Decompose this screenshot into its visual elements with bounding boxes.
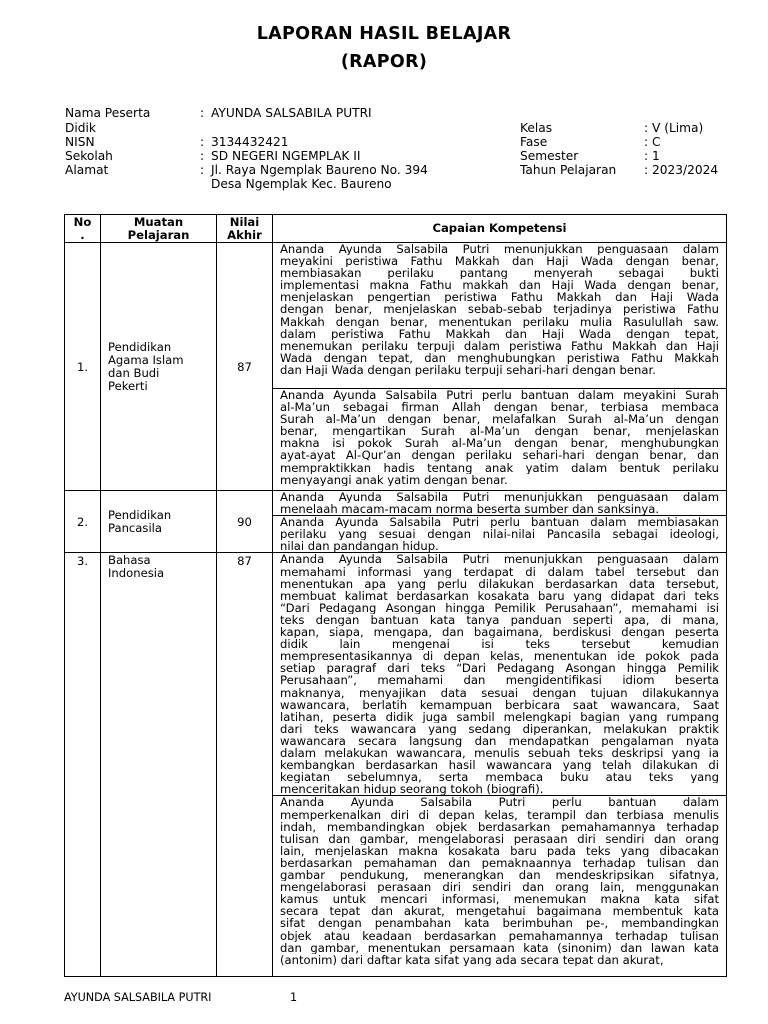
capaian-line: Perusahaan”, memahami dan mengidentifikasi idiom beserta [280, 674, 719, 687]
row-score: 87 [217, 553, 273, 977]
capaian-line: menyayangi anak yatim dengan benar. [280, 473, 508, 486]
label-didik: Didik [65, 121, 96, 135]
value-alamat-line2: Desa Ngemplak Kec. Baureno [211, 177, 392, 191]
label-sekolah: Sekolah [65, 149, 113, 163]
row-subject: Bahasa Indonesia [101, 553, 217, 977]
capaian-line: dan Haji Wada dengan perilaku terpuji sehari-hari dengan benar. [280, 363, 656, 377]
capaian-line: gambar pendukung, menerangkan dan mendeskripsikan sifatnya, [280, 869, 719, 882]
capaian-line: menemukan perilaku terpuji dalam peristiwa Fathu Makkah dan Haji [280, 339, 719, 352]
capaian-line: menelaah macam-macam norma beserta sumber dan sanksinya. [280, 503, 660, 516]
value-kelas: : V (Lima) [644, 121, 704, 135]
capaian-line: Wada dengan tepat, dan menghubungkan peristiwa Fathu Makkah [280, 351, 719, 364]
capaian-line: Ananda Ayunda Salsabila Putri perlu bantuan dalam meyakini Surah [280, 389, 719, 402]
value-sekolah: SD NEGERI NGEMPLAK II [211, 149, 361, 163]
capaian-line: Ananda Ayunda Salsabila Putri perlu bantuan dalam [280, 796, 719, 809]
capaian-line: mengelaborasi perasaan diri sendiri dan orang lain, menggunakan [280, 881, 719, 894]
capaian-line: objek atau keadaan berdasarkan pemahamannya terhadap tulisan [280, 929, 719, 942]
capaian-line: benar, mengartikan Surah al-Ma’un dengan benar, menjelaskan [280, 425, 719, 438]
capaian-line: Makkah dengan benar, menentukan perilaku mulia Rasulullah saw. [280, 315, 719, 328]
label-tahun-pelajaran: Tahun Pelajaran [520, 163, 617, 177]
capaian-line: dalam peristiwa Fathu Makkah dan Haji Wada dengan tepat, [280, 327, 719, 340]
capaian-line: membiasakan perilaku pantang menyerah sebagai bukti [280, 267, 719, 280]
capaian-line: berdasarkan pemahaman dan pemaknaannya terhadap tulisan dan [280, 856, 719, 870]
capaian-line: meyakini peristiwa Fathu Makkah dan Haji Wada dengan benar, [280, 255, 719, 268]
capaian-line: dari teks wawancara yang sedang diperankan, melakukan praktik [280, 722, 719, 735]
capaian-line: memahami informasi yang terdapat di dalam tabel tersebut dan [280, 565, 719, 578]
capaian-line: dan gambar, menentukan persamaan kata (sinonim) dan lawan kata [280, 941, 719, 954]
row-capaian-needs-help [273, 516, 727, 553]
competency-table [64, 214, 727, 977]
row-no: 1. [65, 243, 101, 491]
capaian-line: lain, menjelaskan makna kosakata baru pada teks yang dibacakan [280, 844, 719, 857]
capaian-line: mempresentasikannya di depan kelas, menentukan ide pokok pada [280, 650, 719, 663]
capaian-line: dengan benar, menjelaskan sebab-sebab terjadinya peristiwa Fathu [280, 303, 719, 316]
capaian-line: latihan, peserta didik juga sambil melengkapi bagian yang rumpang [280, 710, 719, 723]
table-row [65, 243, 727, 389]
row-capaian-strength [273, 491, 727, 516]
colon: : [200, 149, 205, 163]
label-nisn: NISN [65, 135, 95, 149]
capaian-line: wawancara secara langsung dan mendapatkan pengalaman nyata [280, 734, 719, 747]
label-nama-peserta: Nama Peserta [65, 106, 151, 120]
capaian-line: Ananda Ayunda Salsabila Putri menunjukkan penguasaan dalam [280, 243, 719, 256]
page-number: 1 [290, 991, 298, 1004]
header-capaian-kompetensi: Capaian Kompetensi [273, 215, 727, 243]
capaian-line: tulisan dan gambar, mengelaborasi perasaan diri sendiri dan orang [280, 832, 719, 845]
capaian-line: Surah al-Ma’un dengan benar, melafalkan Surah al-Ma’un dengan [280, 413, 719, 426]
row-score: 87 [217, 243, 273, 491]
value-tahun-pelajaran: : 2023/2024 [644, 163, 719, 177]
row-capaian-needs-help [273, 389, 727, 491]
table-row [65, 491, 727, 516]
header-muatan-pelajaran: Muatan Pelajaran [101, 215, 217, 243]
capaian-line: “Dari Pedagang Asongan hingga Pemilik Perusahaan”, memahami isi [280, 601, 719, 614]
capaian-line: (antonim) dari daftar kata sifat yang ada secara tepat dan akurat, [280, 953, 664, 966]
capaian-line: membuat kalimat berdasarkan kosakata baru yang didapat dari teks [280, 589, 719, 602]
value-nama-peserta: AYUNDA SALSABILA PUTRI [211, 106, 372, 120]
report-title: LAPORAN HASIL BELAJAR [256, 24, 512, 44]
label-fase: Fase [520, 135, 548, 149]
capaian-line: teks dengan bantuan kata tanya panduan seperti apa, di mana, [280, 613, 719, 627]
label-alamat: Alamat [65, 163, 109, 177]
row-subject: Pendidikan Agama Islam dan Budi Pekerti [101, 243, 217, 491]
row-subject: Pendidikan Pancasila [101, 491, 217, 553]
row-capaian-strength [273, 243, 727, 389]
capaian-line: menjelaskan pengertian peristiwa Fathu Makkah dan Haji Wada [280, 291, 719, 304]
capaian-line: perilaku yang sesuai dengan nilai-nilai Pancasila sebagai ideologi, [280, 528, 719, 541]
identity-left [0, 0, 768, 200]
header-nilai-akhir: Nilai Akhir [217, 215, 273, 243]
capaian-line: ayat-ayat Al-Qur’an dengan perilaku sehari-hari dengan benar, dan [280, 449, 719, 462]
capaian-line: dalam melakukan wawancara, menulis sebuah teks deskripsi yang ia [280, 746, 719, 760]
capaian-line: maknanya, menyajikan data sesuai dengan tujuan dilakukannya [280, 686, 719, 699]
row-capaian-needs-help [273, 796, 727, 977]
capaian-line: Ananda Ayunda Salsabila Putri menunjukkan penguasaan dalam [280, 491, 719, 504]
capaian-line: Ananda Ayunda Salsabila Putri perlu bantuan dalam membiasakan [280, 516, 719, 529]
report-subtitle: (RAPOR) [340, 52, 428, 72]
row-capaian-strength [273, 553, 727, 796]
capaian-line: setiap paragraf dari teks “Dari Pedagang Asongan hingga Pemilik [280, 662, 719, 675]
table-row [65, 553, 727, 796]
colon: : [200, 163, 205, 177]
capaian-line: menentukan apa yang perlu dilakukan berdasarkan data tersebut, [280, 577, 719, 590]
value-fase: : C [644, 135, 661, 149]
colon: : [200, 135, 205, 149]
capaian-line: Ananda Ayunda Salsabila Putri menunjukkan penguasaan dalam [280, 553, 719, 566]
capaian-line: implementasi makna Fathu makkah dan Haji Wada dengan benar, [280, 279, 719, 292]
label-semester: Semester [520, 149, 579, 163]
header-no: No . [65, 215, 101, 243]
footer-student-name: AYUNDA SALSABILA PUTRI [64, 991, 212, 1004]
value-nisn: 3134432421 [211, 135, 289, 149]
value-alamat: Jl. Raya Ngemplak Baureno No. 394 [211, 163, 428, 177]
colon: : [200, 106, 205, 120]
label-kelas: Kelas [520, 121, 553, 135]
capaian-line: makna isi pokok Surah al-Ma’un dengan benar, menghubungkan [280, 437, 719, 450]
row-no: 3. [65, 553, 101, 977]
capaian-line: kembangkan berdasarkan hasil wawancara yang telah dilakukan di [280, 759, 719, 772]
capaian-line: sifat dengan penambahan kata berimbuhan pe-, membandingkan [280, 917, 719, 930]
capaian-line: kapan, siapa, mengapa, dan bagaimana, berdiskusi dengan peserta [280, 626, 719, 639]
row-score: 90 [217, 491, 273, 553]
capaian-line: memperkenalkan diri di depan kelas, terampil dan terbiasa menulis [280, 808, 719, 821]
value-semester: : 1 [644, 149, 660, 163]
capaian-line: mempraktikkan hadis tentang anak yatim dalam bentuk perilaku [280, 461, 719, 474]
capaian-line: nilai dan pandangan hidup. [280, 540, 439, 553]
capaian-line: indah, membandingkan objek berdasarkan pemahamannya terhadap [280, 820, 719, 833]
capaian-line: menceritakan hidup seorang tokoh (biografi). [280, 783, 544, 796]
capaian-line: al-Ma’un sebagai firman Allah dengan benar, terbiasa membaca [280, 401, 719, 414]
capaian-line: kamus untuk mencari informasi, menemukan makna kata sifat [280, 893, 719, 906]
row-no: 2. [65, 491, 101, 553]
capaian-line: kegiatan sebelumnya, serta membaca buku atau teks yang [280, 771, 719, 784]
capaian-line: didik lain mengenai isi teks tersebut kemudian [280, 638, 719, 651]
capaian-line: wawancara, berlatih kemampuan berbicara saat wawancara, Saat [280, 698, 719, 711]
table-header-row [65, 215, 727, 243]
capaian-line: secara tepat dan akurat, mengetahui bagaimana membentuk kata [280, 905, 719, 918]
